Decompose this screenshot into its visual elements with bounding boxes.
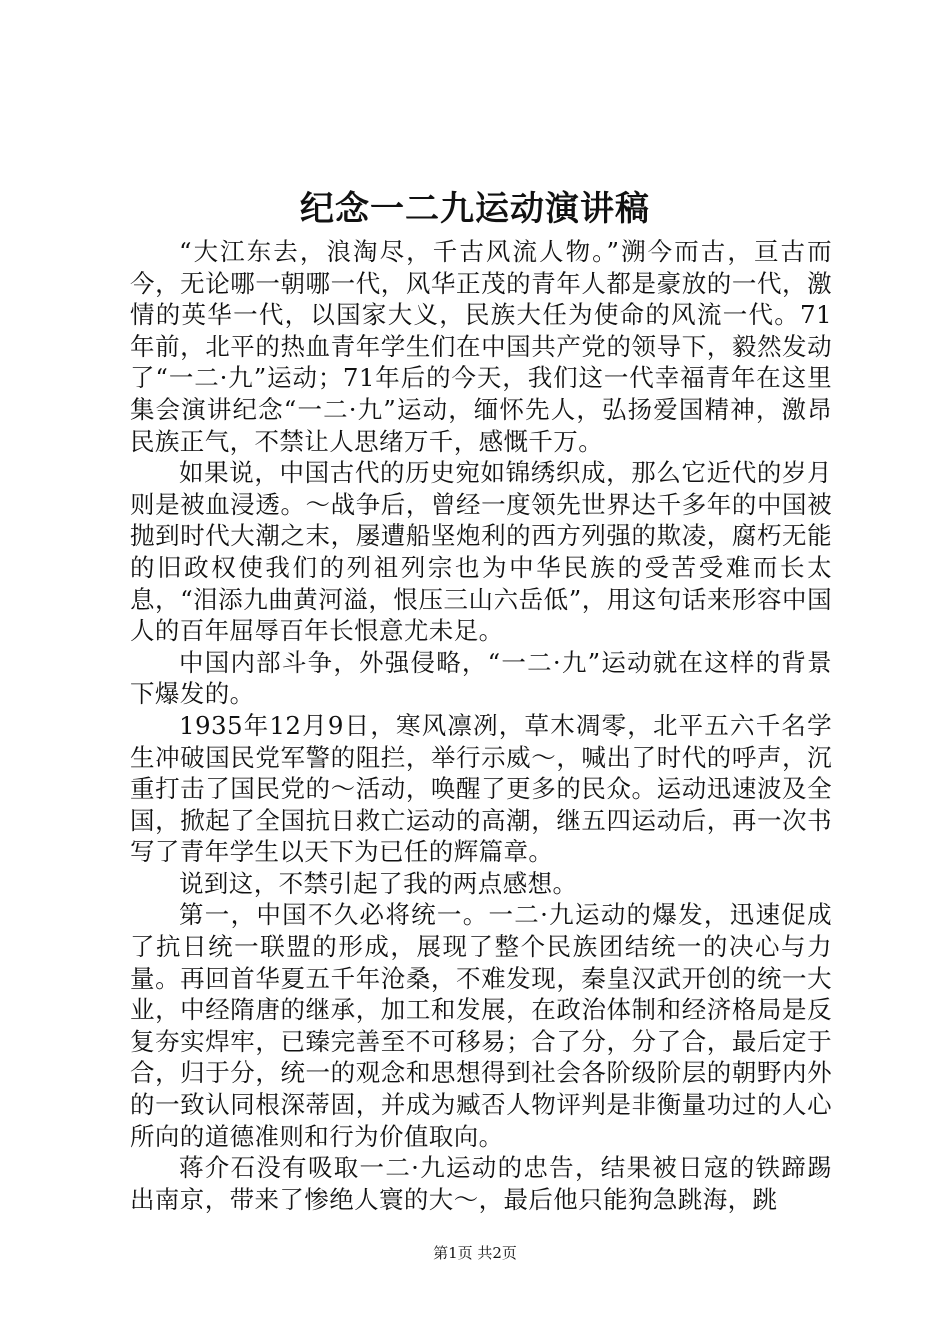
- paragraph: 如果说，中国古代的历史宛如锦绣织成，那么它近代的岁月则是被血浸透。～战争后，曾经一度领先世界达千多年的中国被抛到时代大潮之末，屡遭船坚炮利的西方列强的欺凌，腐朽无能的旧政权使我们的列祖列宗也为中华民族的受苦受难而长太息，“泪添九曲黄河溢，恨压三山六岳低”，用这句话来形容中国人的百年屈辱百年长恨意尤未足。: [130, 458, 832, 646]
- page-number-footer: 第1页 共2页: [433, 1244, 517, 1262]
- paragraph: 说到这，不禁引起了我的两点感想。: [179, 868, 578, 898]
- paragraph: 1935年12月9日，寒风凛冽，草木凋零，北平五六千名学生冲破国民党军警的阻拦，举行示威～，喊出了时代的呼声，沉重打击了国民党的～活动，唤醒了更多的民众。运动迅速波及全国，掀起了全国抗日救亡运动的高潮，继五四运动后，再一次书写了青年学生以天下为已任的辉篇章。: [130, 710, 832, 867]
- paragraph: “大江东去，浪淘尽，千古风流人物。”溯今而古，亘古而今，无论哪一朝哪一代，风华正茂的青年人都是豪放的一代，激情的英华一代，以国家大义，民族大任为使命的风流一代。71年前，北平的热血青年学生们在中国共产党的领导下，毅然发动了“一二·九”运动；71年后的今天，我们这一代幸福青年在这里集会演讲纪念“一二·九”运动，缅怀先人，弘扬爱国精神，激昂民族正气，不禁让人思绪万千，感慨千万。: [130, 237, 832, 456]
- paragraph: 蒋介石没有吸取一二·九运动的忠告，结果被日寇的铁蹄踢出南京，带来了惨绝人寰的大～，最后他只能狗急跳海，跳: [130, 1153, 832, 1214]
- document-title: 纪念一二九运动演讲稿: [300, 189, 650, 229]
- paragraph: 第一，中国不久必将统一。一二·九运动的爆发，迅速促成了抗日统一联盟的形成，展现了整个民族团结统一的决心与力量。再回首华夏五千年沧桑，不难发现，秦皇汉武开创的统一大业，中经隋唐的继承，加工和发展，在政治体制和经济格局是反复夯实焊牢，已臻完善至不可移易；合了分，分了合，最后定于合，归于分，统一的观念和思想得到社会各阶级阶层的朝野内外的一致认同根深蒂固，并成为臧否人物评判是非衡量功过的人心所向的道德准则和行为价值取向。: [130, 900, 832, 1151]
- document-body: [130, 236, 832, 1215]
- paragraph: 中国内部斗争，外强侵略，“一二·九”运动就在这样的背景下爆发的。: [130, 647, 832, 709]
